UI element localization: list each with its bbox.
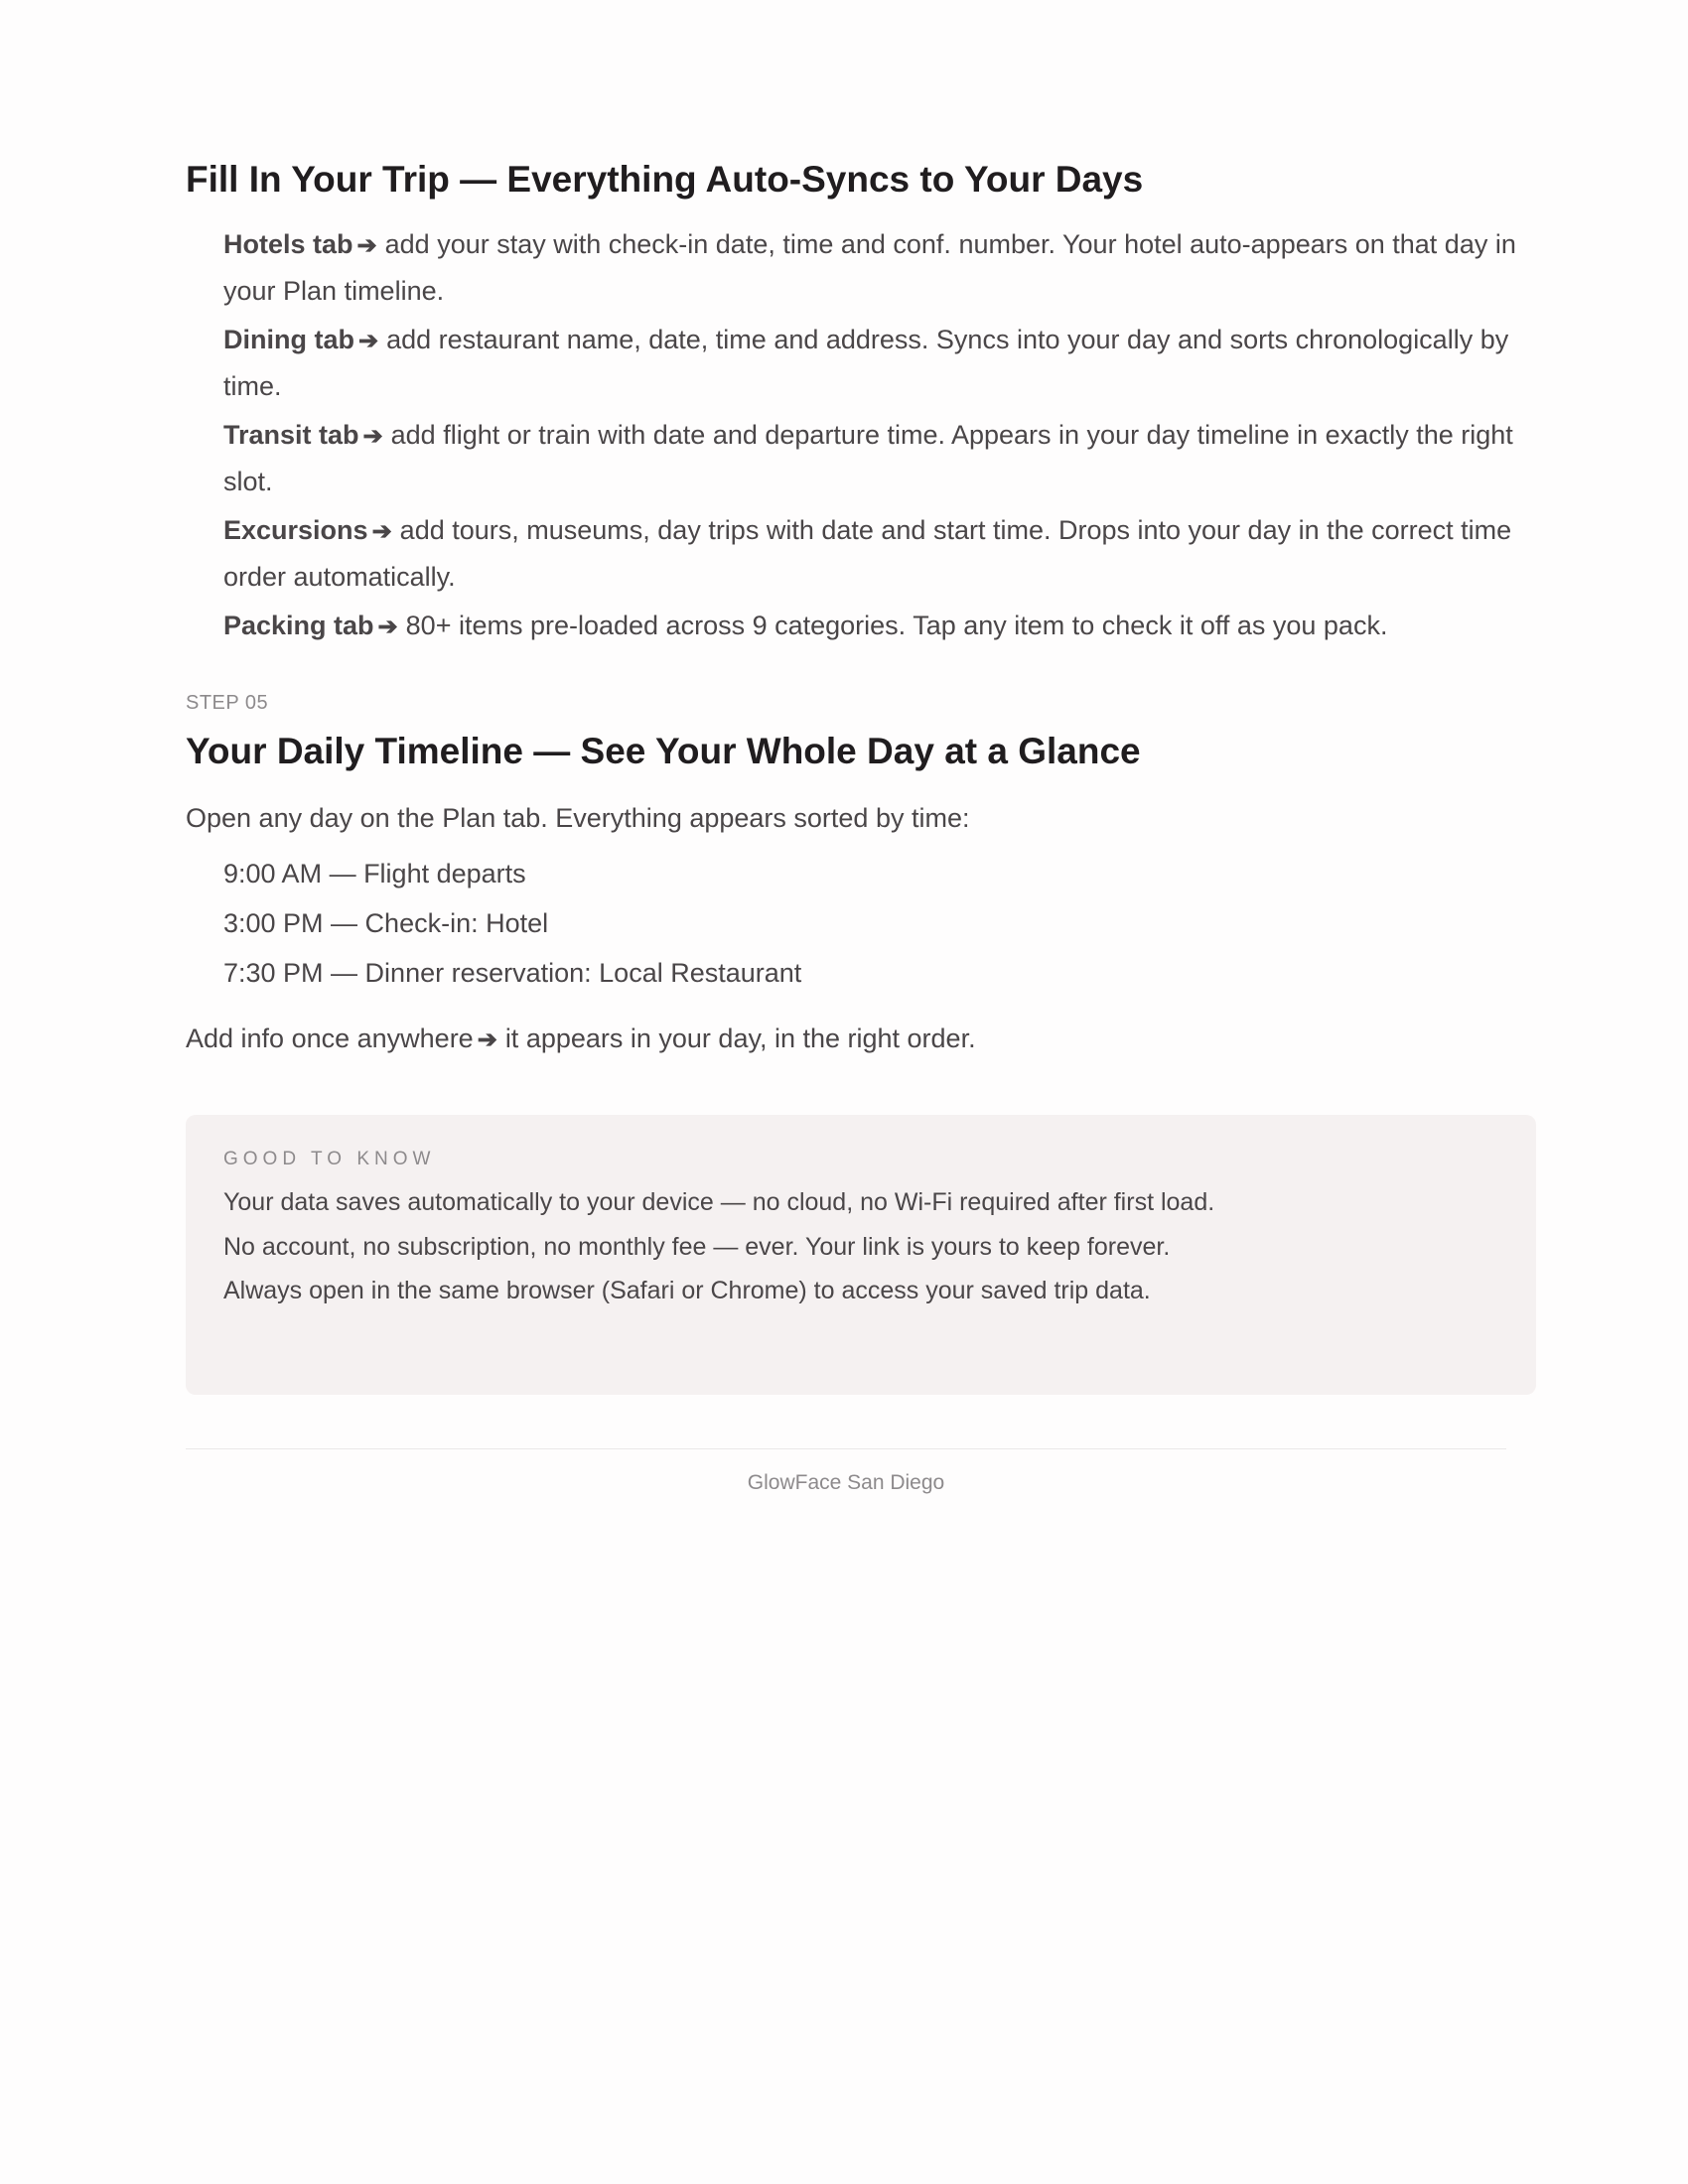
timeline-entry: 3:00 PM — Check-in: Hotel bbox=[223, 908, 549, 938]
footer-brand: GlowFace San Diego bbox=[747, 1471, 945, 1494]
tab-description-excursions: add tours, museums, day trips with date and start time. Drops into your day in the correct time order automatically. bbox=[223, 515, 1512, 592]
tab-description-hotels: add your stay with check-in date, time and conf. number. Your hotel auto-appears on that day in your Plan timeline. bbox=[223, 229, 1516, 306]
good-to-know-box bbox=[186, 1115, 1536, 1395]
tab-name-transit: Transit tab bbox=[223, 420, 359, 450]
list-item-transit bbox=[223, 413, 1544, 503]
list-item-packing bbox=[223, 604, 1544, 650]
timeline-intro: Open any day on the Plan tab. Everything appears sorted by time: bbox=[186, 803, 970, 833]
step-label: STEP 05 bbox=[186, 692, 269, 714]
timeline-example-list bbox=[223, 854, 801, 1003]
section-title-daily-timeline: Your Daily Timeline — See Your Whole Day at a Glance bbox=[186, 731, 1141, 771]
tab-name-excursions: Excursions bbox=[223, 515, 368, 545]
tab-description-transit: add flight or train with date and departure time. Appears in your day timeline in exactly the right slot. bbox=[223, 420, 1513, 496]
section-title-fill-trip: Fill In Your Trip — Everything Auto-Syncs to Your Days bbox=[186, 159, 1144, 200]
tab-name-packing: Packing tab bbox=[223, 611, 374, 640]
timeline-entry: 9:00 AM — Flight departs bbox=[223, 859, 526, 888]
arrow-right-icon: ➔ bbox=[371, 518, 392, 545]
tab-description-packing: 80+ items pre-loaded across 9 categories. Tap any item to check it off as you pack. bbox=[405, 611, 1388, 640]
tab-instructions-list bbox=[223, 222, 1544, 655]
timeline-entry: 7:30 PM — Dinner reservation: Local Restaurant bbox=[223, 958, 802, 988]
arrow-right-icon: ➔ bbox=[377, 614, 398, 640]
arrow-right-icon: ➔ bbox=[356, 232, 377, 259]
tab-description-dining: add restaurant name, date, time and address. Syncs into your day and sorts chronologically by time. bbox=[223, 325, 1509, 401]
tab-name-dining: Dining tab bbox=[223, 325, 354, 354]
list-item-excursions bbox=[223, 508, 1544, 599]
list-item-hotels bbox=[223, 222, 1544, 313]
arrow-right-icon: ➔ bbox=[357, 328, 379, 354]
timeline-summary bbox=[186, 1019, 976, 1060]
good-to-know-item: Your data saves automatically to your device — no cloud, no Wi-Fi required after first load. bbox=[223, 1188, 1215, 1216]
arrow-right-icon: ➔ bbox=[362, 423, 383, 450]
good-to-know-item: No account, no subscription, no monthly fee — ever. Your link is yours to keep forever. bbox=[223, 1232, 1171, 1261]
tab-name-hotels: Hotels tab bbox=[223, 229, 353, 259]
list-item-dining bbox=[223, 318, 1544, 408]
summary-before: Add info once anywhere bbox=[186, 1024, 474, 1053]
arrow-right-icon: ➔ bbox=[477, 1026, 497, 1053]
good-to-know-item: Always open in the same browser (Safari or Chrome) to access your saved trip data. bbox=[223, 1277, 1151, 1304]
good-to-know-heading: GOOD TO KNOW bbox=[223, 1149, 436, 1169]
good-to-know-list bbox=[223, 1180, 1214, 1313]
footer-divider bbox=[186, 1448, 1506, 1449]
summary-after: it appears in your day, in the right order. bbox=[504, 1024, 976, 1053]
